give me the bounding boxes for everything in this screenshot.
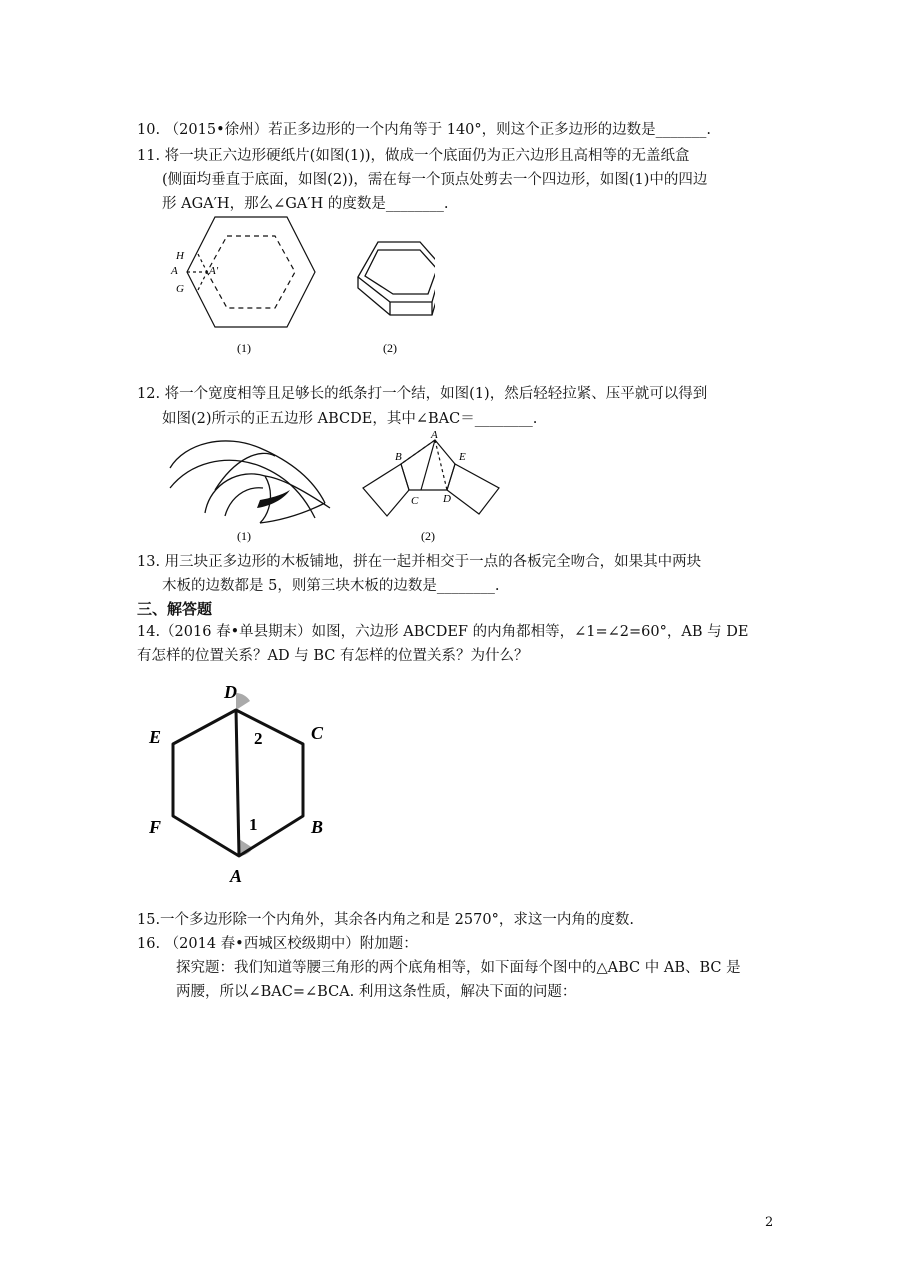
question-15: 15.一个多边形除一个内角外，其余各内角之和是 2570°，求这一内角的度数. [137, 912, 634, 928]
fig12-label-c: C [411, 495, 419, 507]
question-16-line-1: 16. （2014 春•西城区校级期中）附加题： [137, 936, 418, 952]
pentagon-strip-drawing [363, 440, 499, 516]
fig11-caption-2: (2) [383, 341, 397, 355]
question-11-line-1: 11. 将一块正六边形硬纸片(如图(1))，做成一个底面仍为正六边形且高相等的无盖纸盒 [137, 148, 690, 164]
page-number: 2 [765, 1215, 774, 1230]
question-12-line-1: 12. 将一个宽度相等且足够长的纸条打一个结，如图(1)，然后轻轻拉紧、压平就可以得到 [137, 386, 708, 402]
fig14-label-c: C [311, 723, 324, 743]
fig12-caption-1: (1) [237, 529, 251, 543]
question-16-line-3: 两腰，所以∠BAC=∠BCA. 利用这条性质，解决下面的问题： [176, 984, 577, 1000]
fig12-label-d: D [443, 493, 451, 505]
question-13-line-1: 13. 用三块正多边形的木板铺地，拼在一起并相交于一点的各板完全吻合，如果其中两块 [137, 554, 702, 570]
fig11-label-h: H [176, 250, 184, 262]
fig14-angle-1-label: 1 [249, 815, 258, 834]
question-10: 10. （2015•徐州）若正多边形的一个内角等于 140°，则这个正多边形的边数是_______. [137, 122, 712, 138]
hexagon-sheet [187, 217, 315, 327]
hexagon-abcdef [173, 710, 303, 856]
fig11-label-g: G [176, 283, 184, 295]
question-14-line-1: 14.（2016 春•单县期末）如图，六边形 ABCDEF 的内角都相等，∠1=∠2=60°，AB 与 DE [137, 624, 749, 640]
fig14-angle-2-label: 2 [254, 729, 263, 748]
question-11-line-2: (侧面均垂直于底面，如图(2))，需在每一个顶点处剪去一个四边形，如图(1)中的四边 [162, 172, 708, 188]
fig14-label-a: A [230, 866, 243, 886]
fig11-label-a-prime: A′ [209, 265, 219, 277]
question-14-line-2: 有怎样的位置关系？AD 与 BC 有怎样的位置关系？为什么？ [137, 648, 529, 664]
figure-11 [165, 212, 435, 360]
fig14-label-e: E [149, 727, 162, 747]
fig12-caption-2: (2) [421, 529, 435, 543]
fig11-label-a: A [171, 265, 178, 277]
figure-12 [165, 428, 505, 550]
box-drawing [358, 242, 435, 315]
angle-2-shading [236, 693, 250, 710]
fig14-label-f: F [149, 817, 162, 837]
question-13-line-2: 木板的边数都是 5，则第三块木板的边数是________. [162, 578, 500, 594]
fig12-label-a: A [431, 429, 438, 441]
fig11-caption-1: (1) [237, 341, 251, 355]
knot-shading [257, 490, 290, 508]
question-16-line-2: 探究题：我们知道等腰三角形的两个底角相等，如下面每个图中的△ABC 中 AB、BC 是 [176, 960, 741, 976]
fig14-label-b: B [311, 817, 324, 837]
fig12-label-b: B [395, 451, 402, 463]
question-11-line-3: 形 AGA′H，那么∠GA′H 的度数是________. [162, 196, 449, 212]
fig14-label-d: D [224, 682, 237, 702]
figure-14-hexagon [140, 676, 350, 888]
section-heading: 三、解答题 [137, 600, 213, 618]
question-12-line-2: 如图(2)所示的正五边形 ABCDE，其中∠BAC＝________. [162, 411, 538, 427]
fig12-label-e: E [459, 451, 466, 463]
paper-knot-drawing [170, 441, 330, 523]
